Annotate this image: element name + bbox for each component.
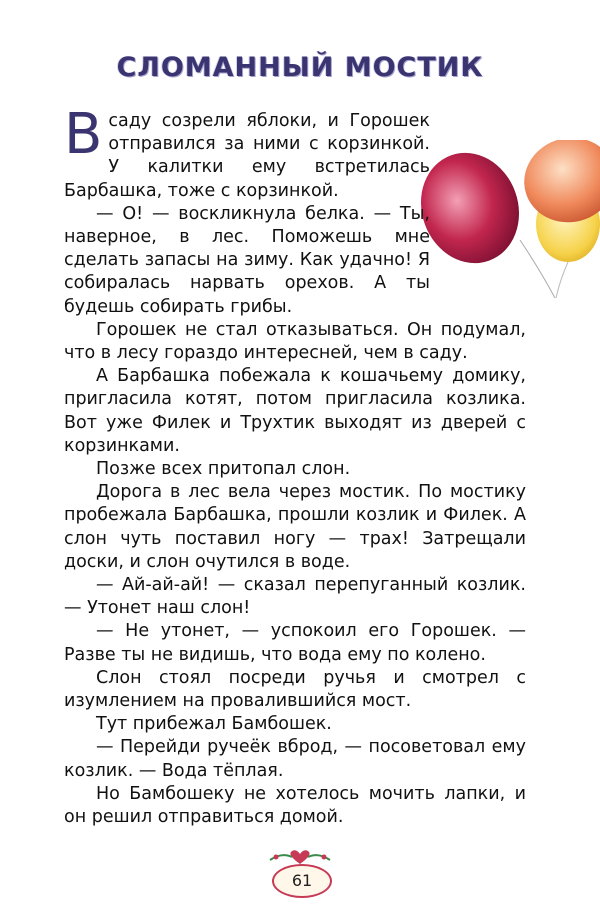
paragraph-text: саду созрели яблоки, и Горошек отправился за ними с корзинкой. У калитки ему встретилась Барбашка, тоже с корзинкой. [64, 111, 430, 201]
page-number-badge [262, 848, 338, 898]
story-paragraph [64, 574, 526, 620]
story-paragraph [64, 713, 526, 736]
story-paragraph [64, 783, 526, 829]
paragraph-text: — Перейди ручеёк вброд, — посоветовал ему козлик. — Вода тёплая. [64, 737, 526, 781]
story-text [64, 102, 526, 829]
story-paragraph [64, 481, 526, 574]
story-paragraph [64, 365, 526, 458]
story-title: СЛОМАННЫЙ МОСТИК [116, 52, 484, 83]
story-paragraph [64, 458, 526, 481]
story-paragraph [64, 736, 526, 782]
paragraph-text: Слон стоял посреди ручья и смотрел с изумлением на провалившийся мост. [64, 667, 526, 712]
paragraph-text: — Ай-ай-ай! — сказал перепуганный козлик. — Утонет наш слон! [64, 575, 526, 619]
paragraph-text: Позже всех притопал слон. [96, 459, 351, 480]
paragraph-text: Тут прибежал Бамбошек. [96, 714, 332, 735]
story-paragraph [64, 203, 430, 319]
paragraph-text: — О! — воскликнула белка. — Ты, наверное, в лес. Поможешь мне сделать запасы на зиму. Как удачно! Я собиралась нарвать орехов. А ты будешь собирать грибы. [64, 203, 430, 317]
paragraph-text: Горошек не стал отказываться. Он подумал, что в лесу гораздо интересней, чем в саду. [64, 319, 526, 364]
story-paragraph [64, 667, 526, 713]
page-number: 61 [272, 864, 332, 898]
story-paragraph [64, 319, 526, 365]
paragraph-text: Но Бамбошеку не хотелось мочить лапки, и он решил отправиться домой. [64, 783, 526, 828]
story-paragraph [64, 620, 526, 666]
paragraph-text: А Барбашка побежала к кошачьему домику, пригласила котят, потом пригласила козлика. Вот уже Филек и Трухтик выходят из дверей с корзинками. [64, 366, 526, 456]
paragraph-text: — Не утонет, — успокоил его Горошек. — Разве ты не видишь, что вода ему по колено. [64, 621, 526, 665]
story-paragraph [64, 102, 430, 203]
drop-cap: В [64, 102, 103, 167]
paragraph-text: Дорога в лес вела через мостик. По мостику пробежала Барбашка, прошли козлик и Филек. А слон чуть поставил ногу — трах! Затрещали доски, и слон очутился в воде. [64, 482, 526, 572]
